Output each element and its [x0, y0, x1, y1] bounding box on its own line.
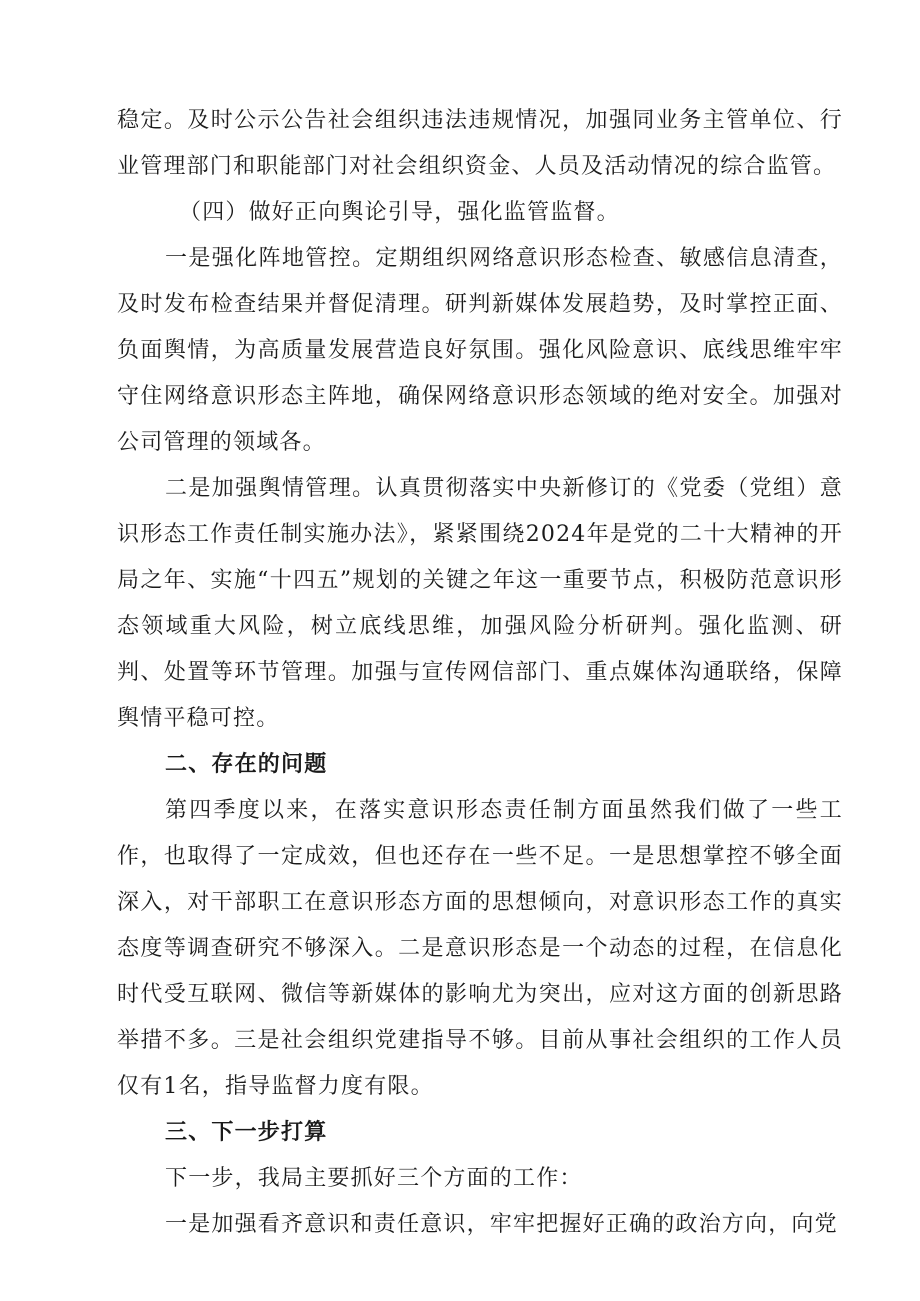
paragraph-next-steps-first: 一是加强看齐意识和责任意识，牢牢把握好正确的政治方向，向党 [165, 1212, 838, 1237]
paragraph-continuation: 稳定。及时公示公告社会组织违法违规情况，加强同业务主管单位、行业管理部门和职能部门对社会组织资金、人员及活动情况的综合监管。 [117, 108, 843, 179]
section-heading-problems: 二、存在的问题 [165, 752, 328, 777]
document-body [117, 98, 843, 1248]
paragraph-position-control: 一是强化阵地管控。定期组织网络意识形态检查、敏感信息清查，及时发布检查结果并督促清理。研判新媒体发展趋势，及时掌控正面、负面舆情，为高质量发展营造良好氛围。强化风险意识、底线思维牢牢守住网络意识形态主阵地，确保网络意识形态领域的绝对安全。加强对公司管理的领域各。 [117, 246, 843, 455]
paragraph-public-opinion: 二是加强舆情管理。认真贯彻落实中央新修订的《党委（党组）意识形态工作责任制实施办法》，紧紧围绕2024年是党的二十大精神的开局之年、实施“十四五”规划的关键之年这一重要节点，积极防范意识形态领域重大风险，树立底线思维，加强风险分析研判。强化监测、研判、处置等环节管理。加强与宣传网信部门、重点媒体沟通联络，保障舆情平稳可控。 [117, 476, 843, 731]
paragraph-next-steps-intro: 下一步，我局主要抓好三个方面的工作： [165, 1166, 583, 1191]
paragraph-problems: 第四季度以来，在落实意识形态责任制方面虽然我们做了一些工作，也取得了一定成效，但也还存在一些不足。一是思想掌控不够全面深入，对干部职工在意识形态方面的思想倾向，对意识形态工作的真实态度等调查研究不够深入。二是意识形态是一个动态的过程，在信息化时代受互联网、微信等新媒体的影响尤为突出，应对这方面的创新思路举措不多。三是社会组织党建指导不够。目前从事社会组织的工作人员仅有1名，指导监督力度有限。 [117, 798, 843, 1099]
subsection-heading: （四）做好正向舆论引导，强化监管监督。 [179, 200, 620, 225]
section-heading-next-steps: 三、下一步打算 [165, 1120, 328, 1145]
